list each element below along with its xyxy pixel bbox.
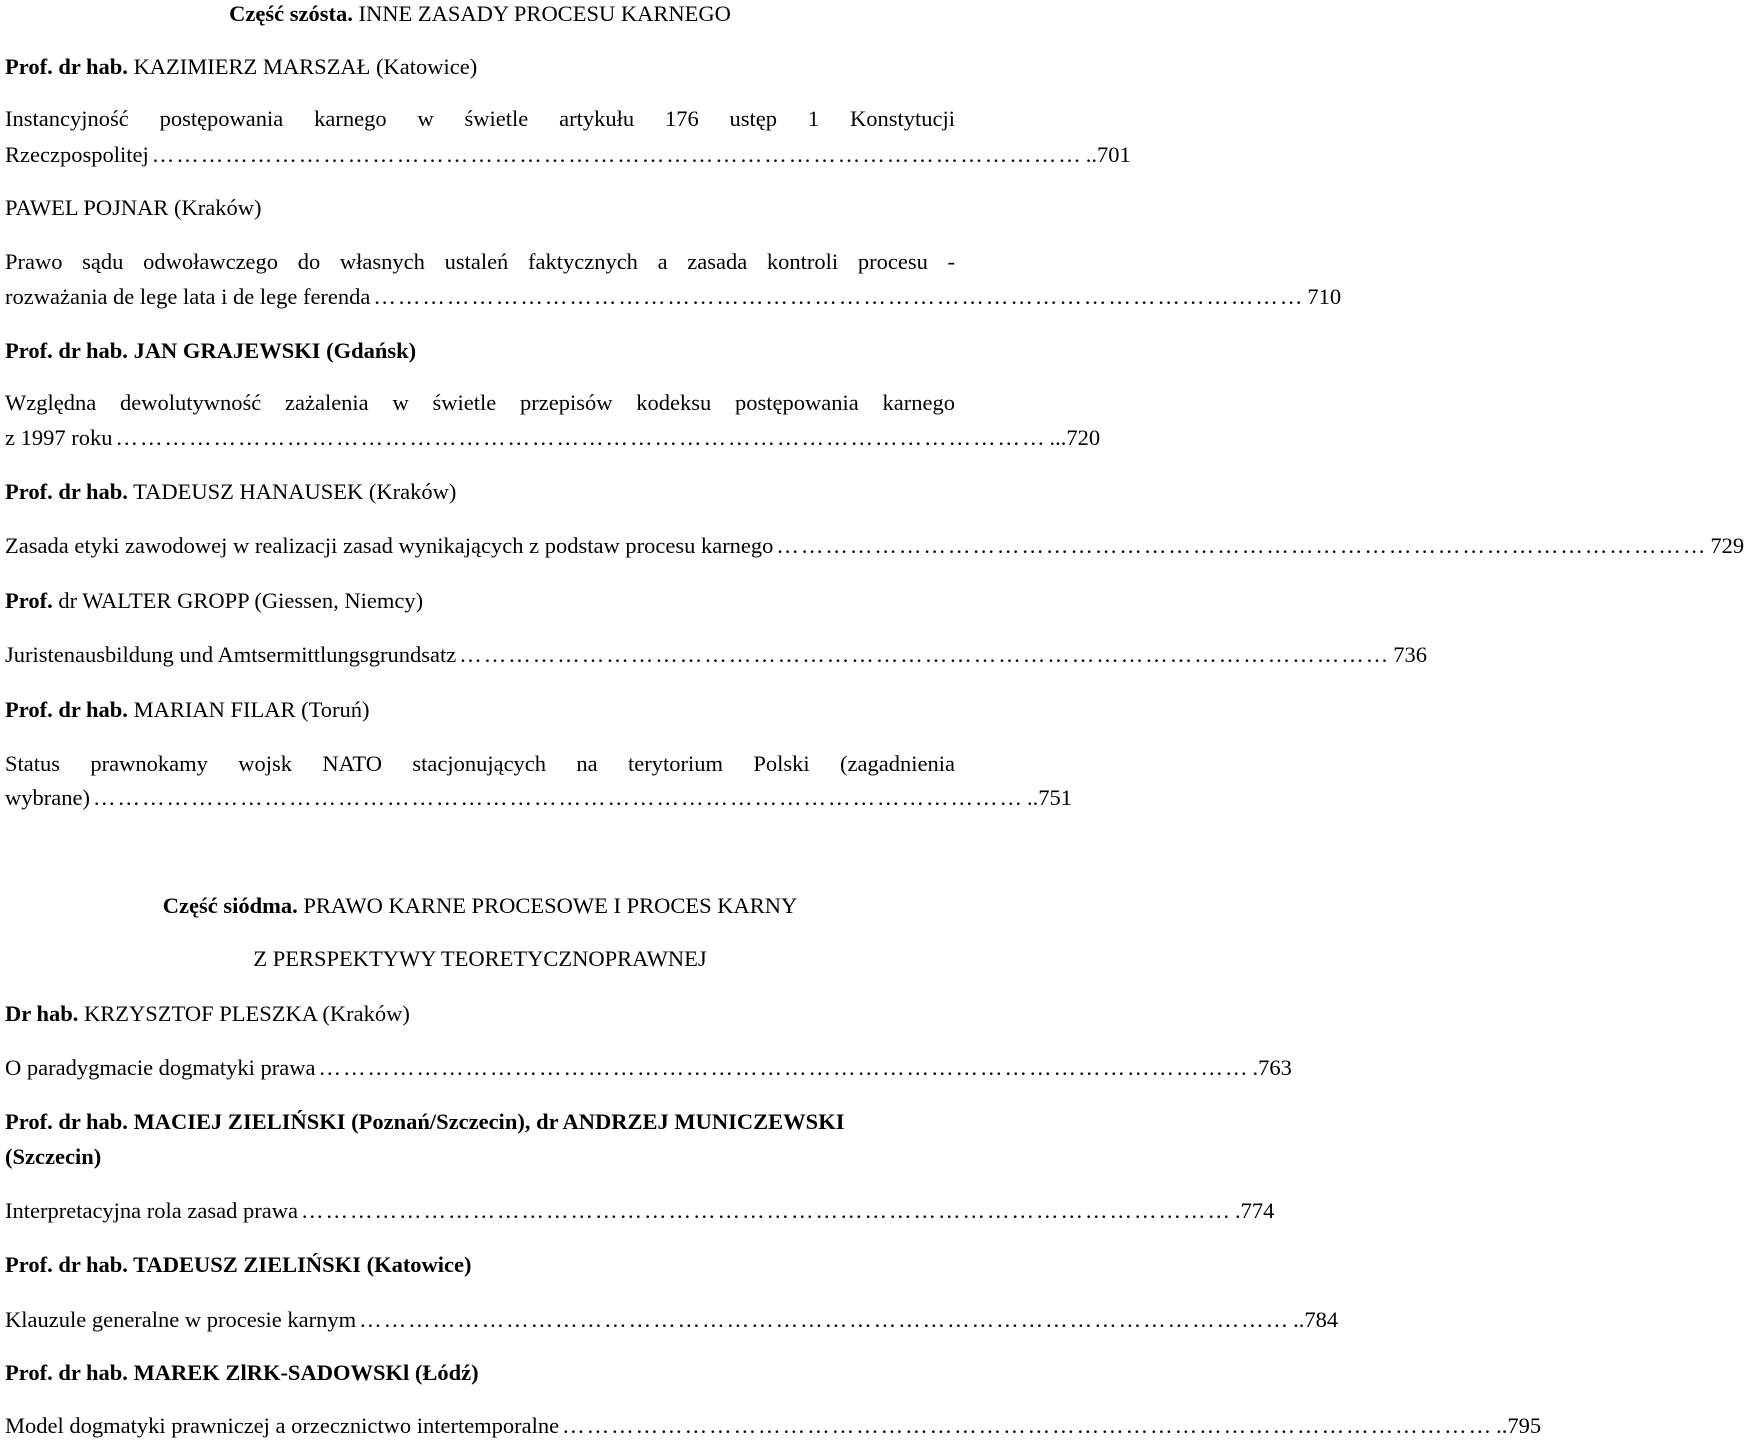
dot-leader: ……………………………………………………………………………………………………	[373, 284, 1305, 309]
dot-leader: ……………………………………………………………………………………………………	[776, 533, 1708, 558]
author-name: PAWEL POJNAR (Kraków)	[5, 195, 262, 220]
entry-title: Model dogmatyki prawniczej a orzecznictwo intertemporalne	[5, 1413, 560, 1438]
page-number: ..751	[1026, 785, 1072, 810]
dot-leader: ……………………………………………………………………………………………………	[459, 642, 1391, 667]
entry-title-leader-line	[5, 283, 1342, 310]
page-number: ..784	[1293, 1307, 1339, 1332]
entry-title-leader-line	[5, 1054, 1292, 1081]
author-name: TADEUSZ HANAUSEK (Kraków)	[127, 479, 457, 504]
entry-title-leader-line	[5, 784, 1072, 811]
page-number: .774	[1234, 1198, 1275, 1223]
page-number: ..795	[1496, 1413, 1542, 1438]
author-degree: Prof. dr hab.	[5, 479, 128, 504]
dot-leader: ……………………………………………………………………………………………………	[92, 785, 1024, 810]
part-seven-heading-line2: Z PERSPEKTYWY TEORETYCZNOPRAWNEJ	[253, 946, 707, 971]
dot-leader: ……………………………………………………………………………………………………	[300, 1198, 1232, 1223]
dot-leader: ……………………………………………………………………………………………………	[562, 1413, 1494, 1438]
page-number: ...720	[1049, 425, 1101, 450]
entry-title-leader-line	[5, 1412, 1542, 1439]
entry-title-leader-line	[5, 141, 1131, 168]
author-degree: Prof. dr hab.	[5, 1360, 128, 1385]
author-degree: Prof. dr hab.	[5, 1252, 128, 1277]
entry-title: Prawo sądu odwoławczego do własnych ustaleń faktycznych a zasada kontroli procesu -	[5, 249, 955, 274]
author-line	[5, 478, 955, 505]
author-line	[5, 53, 955, 80]
page-number: 736	[1393, 642, 1427, 667]
author-line	[5, 587, 955, 614]
entry-title: O paradygmacie dogmatyki prawa	[5, 1055, 316, 1080]
part-six-title: INNE ZASADY PROCESU KARNEGO	[352, 1, 731, 26]
author-name: dr WALTER GROPP (Giessen, Niemcy)	[52, 588, 424, 613]
author-degree: Prof. dr hab.	[5, 54, 128, 79]
entry-title-cont: z 1997 roku	[5, 425, 113, 450]
author-name: TADEUSZ ZIELIŃSKI (Katowice)	[127, 1252, 472, 1277]
entry-title: Status prawnokamy wojsk NATO stacjonujących na terytorium Polski (zagadnienia	[5, 751, 955, 776]
page-number: .763	[1252, 1055, 1292, 1080]
author-line	[5, 1108, 955, 1135]
entry-title-cont: wybrane)	[5, 785, 90, 810]
part-seven-title: PRAWO KARNE PROCESOWE I PROCES KARNY	[297, 893, 798, 918]
part-six-label: Część szósta.	[229, 1, 353, 26]
part-seven-label: Część siódma.	[162, 893, 298, 918]
entry-title: Zasada etyki zawodowej w realizacji zasad wynikających z podstaw procesu karnego	[5, 533, 774, 558]
author-name: KAZIMIERZ MARSZAŁ (Katowice)	[127, 54, 478, 79]
page-number: 710	[1307, 284, 1342, 309]
entry-title: Względna dewolutywność zażalenia w świetle przepisów kodeksu postępowania karnego	[5, 390, 955, 415]
dot-leader: ……………………………………………………………………………………………………	[359, 1307, 1291, 1332]
author-line	[5, 696, 955, 723]
author-name: MARIAN FILAR (Toruń)	[127, 697, 370, 722]
part-six-heading	[5, 0, 955, 27]
dot-leader: ……………………………………………………………………………………………………	[318, 1055, 1250, 1080]
author-degree: Prof. dr hab.	[5, 338, 128, 363]
dot-leader: ……………………………………………………………………………………………………	[151, 142, 1083, 167]
entry-title: Klauzule generalne w procesie karnym	[5, 1307, 357, 1332]
entry-title: Interpretacyjna rola zasad prawa	[5, 1198, 298, 1223]
entry-title-cont: Rzeczpospolitej	[5, 142, 149, 167]
author-line	[5, 1251, 955, 1278]
page-number: 729	[1710, 533, 1744, 558]
author-degree: Dr hab.	[5, 1001, 79, 1026]
entry-title-cont: rozważania de lege lata i de lege ferenda	[5, 284, 371, 309]
entry-title-leader-line	[5, 641, 1427, 668]
part-seven-heading	[5, 892, 955, 919]
page-number: ..701	[1085, 142, 1131, 167]
entry-title-leader-line	[5, 1197, 1275, 1224]
dot-leader: ……………………………………………………………………………………………………	[115, 425, 1047, 450]
author-name: KRZYSZTOF PLESZKA (Kraków)	[78, 1001, 410, 1026]
entry-title: Instancyjność postępowania karnego w świetle artykułu 176 ustęp 1 Konstytucji	[5, 106, 955, 131]
entry-title-leader-line	[5, 532, 1744, 559]
author-name: JAN GRAJEWSKI (Gdańsk)	[127, 338, 417, 363]
entry-title-leader-line	[5, 424, 1101, 451]
author-line	[5, 194, 955, 221]
author-degree: Prof. dr hab.	[5, 1109, 128, 1134]
author-line-cont: (Szczecin)	[5, 1144, 102, 1169]
author-name: MAREK ZlRK-SADOWSKl (Łódź)	[127, 1360, 479, 1385]
author-line	[5, 1000, 955, 1027]
entry-title-leader-line	[5, 1306, 1339, 1333]
author-line	[5, 337, 955, 364]
author-degree: Prof.	[5, 588, 53, 613]
author-name: MACIEJ ZIELIŃSKI (Poznań/Szczecin), dr ANDRZEJ MUNICZEWSKI	[127, 1109, 845, 1134]
author-line	[5, 1359, 955, 1386]
entry-title: Juristenausbildung und Amtsermittlungsgrundsatz	[5, 642, 457, 667]
author-degree: Prof. dr hab.	[5, 697, 128, 722]
